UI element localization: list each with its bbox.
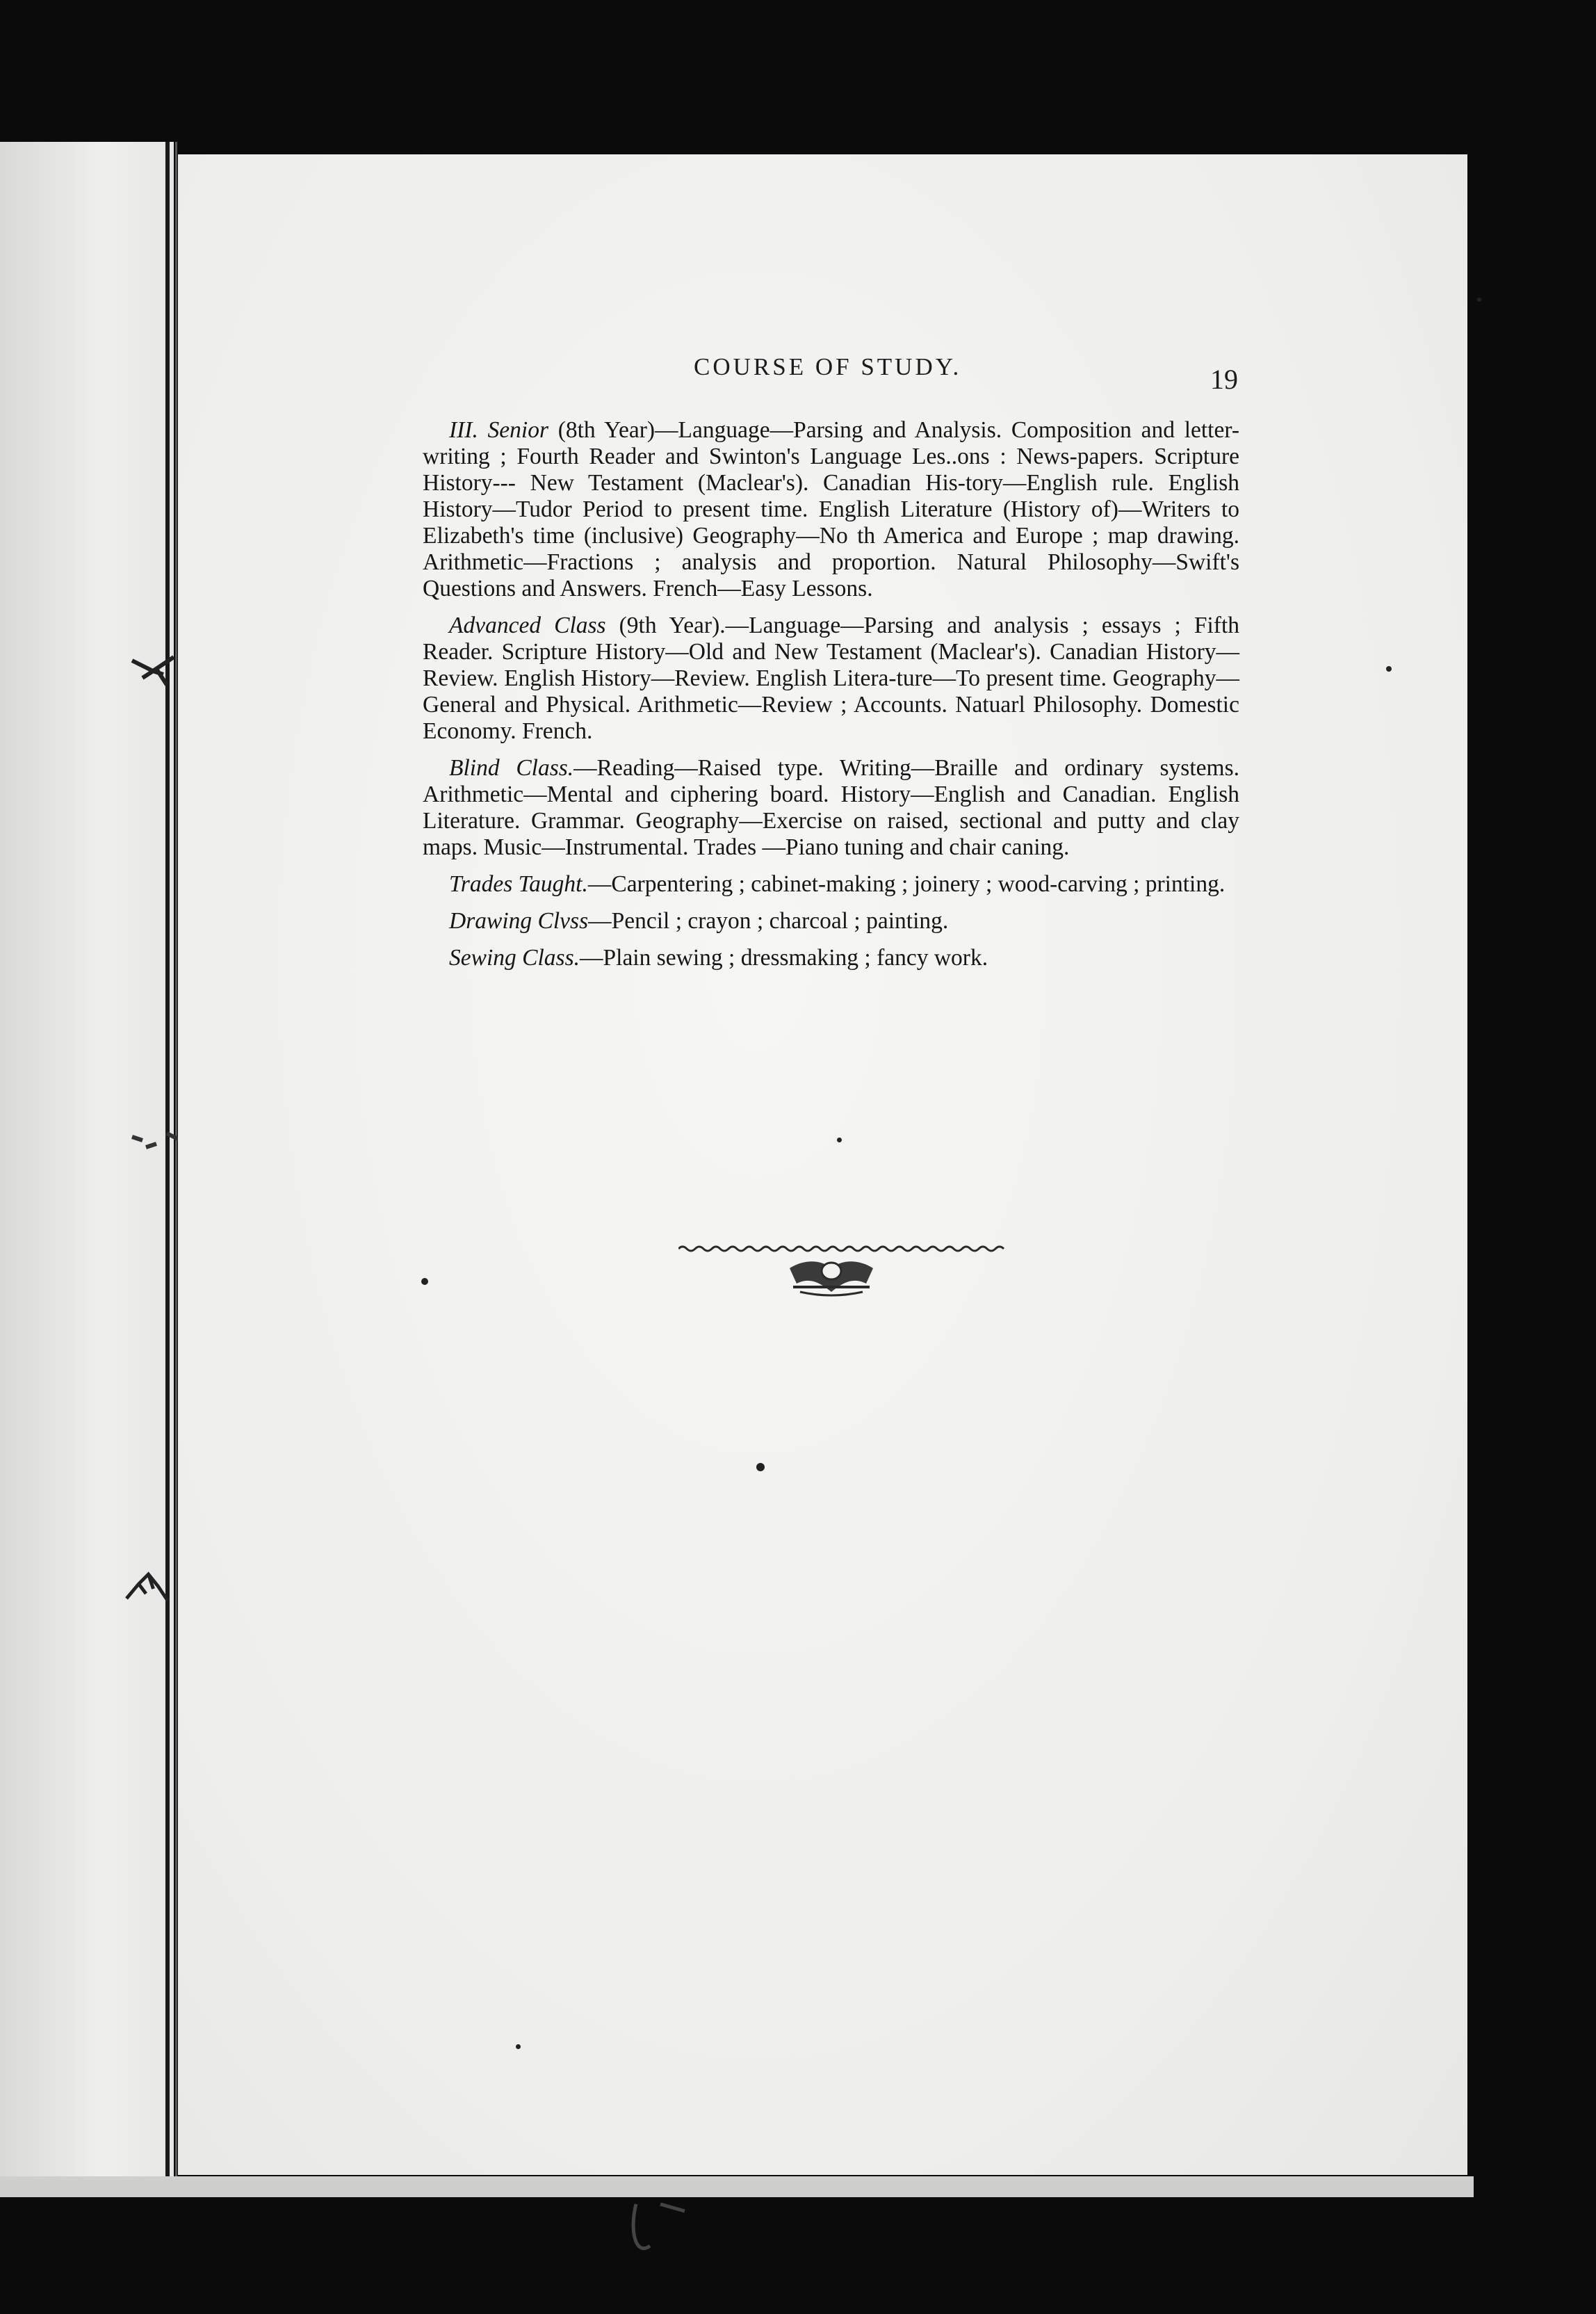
paragraph-text: (9th Year).—Language—Parsing and analysis ; essays ; Fifth Reader. Scripture History—Old and New Testament (Maclear's). Canadian History—Review. English History—Review. English Litera-ture—To present time. Geography—General and Physical. Arithmetic—Review ; Accounts. Natuarl Philosophy. Domestic Economy. French.	[423, 613, 1239, 744]
body-text	[423, 417, 1239, 982]
ornament-tailpiece-icon	[678, 1243, 1005, 1299]
paragraph-text: (8th Year)—Language—Parsing and Analysis. Composition and letter-writing ; Fourth Reader and Swinton's Language Les..ons : News-papers. Scripture History--- New Testament (Maclear's). Canadian His-tory—English rule. English History—Tudor Period to present time. English Literature (History of)—Writers to Elizabeth's time (inclusive) Geography—No th America and Europe ; map drawing. Arithmetic—Fractions ; analysis and proportion. Natural Philosophy—Swift's Questions and Answers. French—Easy Lessons.	[423, 417, 1240, 601]
paragraph-lead: Trades Taught.	[449, 871, 588, 897]
paragraph-lead: Advanced Class	[449, 613, 606, 638]
dust-speck	[516, 2044, 521, 2049]
paragraph-lead: Drawing Clvss	[449, 908, 589, 934]
paragraph-drawing-class	[423, 908, 1239, 934]
dust-speck	[1477, 298, 1481, 302]
running-head: COURSE OF STUDY.	[694, 353, 962, 380]
paragraph-sewing-class	[423, 945, 1239, 971]
paragraph-text: —Reading—Raised type. Writing—Braille and ordinary systems. Arithmetic—Mental and ciphering board. History—English and Canadian. English Literature. Grammar. Geography—Exercise on raised, sectional and putty and clay maps. Music—Instrumental. Trades —Piano tuning and chair caning.	[423, 755, 1239, 860]
dust-speck	[1386, 666, 1392, 672]
paragraph-advanced-class	[423, 613, 1239, 745]
paragraph-lead: III. Senior	[449, 417, 549, 443]
paragraph-lead: Sewing Class.	[449, 945, 580, 971]
paragraph-text: —Pencil ; crayon ; charcoal ; painting.	[588, 908, 949, 934]
paragraph-trades-taught	[423, 871, 1239, 898]
paragraph-lead: Blind Class.	[449, 755, 574, 781]
dust-speck	[421, 1278, 428, 1285]
binding-stitch-icon	[115, 1564, 177, 1613]
paragraph-text: —Carpentering ; cabinet-making ; joinery ; wood-carving ; printing.	[587, 871, 1226, 897]
page-number: 19	[1210, 364, 1238, 395]
dust-speck	[756, 1463, 765, 1471]
paragraph-blind-class	[423, 755, 1239, 861]
page-bottom-edge	[0, 2176, 1474, 2197]
pencil-mark-icon	[622, 2197, 699, 2267]
dust-speck	[837, 1138, 842, 1142]
paragraph-senior	[423, 417, 1239, 602]
paragraph-text: —Plain sewing ; dressmaking ; fancy work.	[580, 945, 988, 971]
